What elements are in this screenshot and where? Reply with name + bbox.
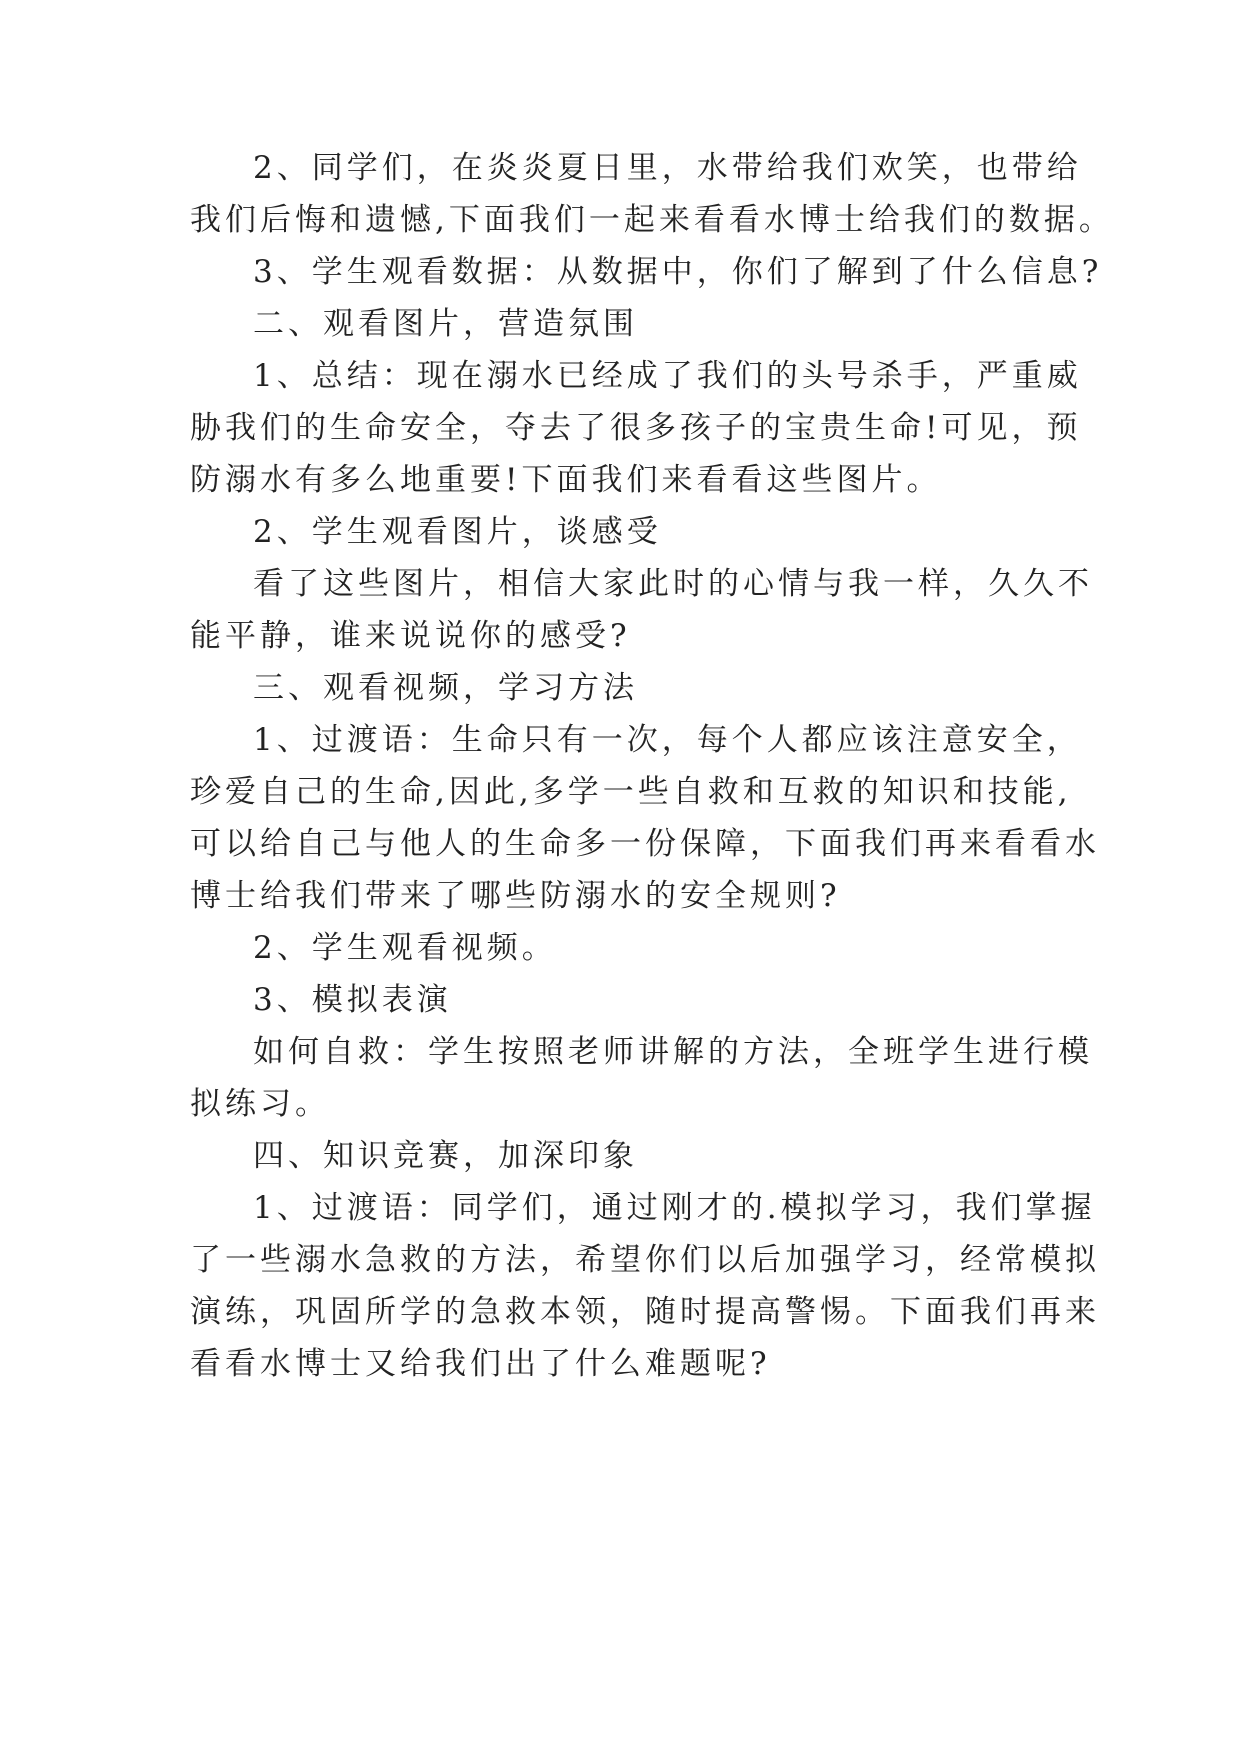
paragraph-line: 博士给我们带来了哪些防溺水的安全规则? [190, 878, 841, 914]
paragraph-line: 珍爱自己的生命,因此,多学一些自救和互救的知识和技能, [190, 774, 1072, 810]
section-heading: 二、观看图片，营造氛围 [253, 306, 638, 342]
paragraph-line: 能平静，谁来说说你的感受? [190, 618, 631, 654]
paragraph-line: 拟练习。 [190, 1086, 330, 1122]
paragraph-line: 2、学生观看视频。 [253, 930, 557, 966]
paragraph-line: 看了这些图片，相信大家此时的心情与我一样，久久不 [253, 566, 1093, 602]
paragraph-line: 1、过渡语：生命只有一次，每个人都应该注意安全， [253, 722, 1082, 758]
paragraph-line: 了一些溺水急救的方法，希望你们以后加强学习，经常模拟 [190, 1242, 1100, 1278]
paragraph-line: 可以给自己与他人的生命多一份保障，下面我们再来看看水 [190, 826, 1100, 862]
paragraph-line: 看看水博士又给我们出了什么难题呢? [190, 1346, 771, 1382]
paragraph-line: 3、模拟表演 [253, 982, 452, 1018]
paragraph-line: 3、学生观看数据：从数据中，你们了解到了什么信息? [253, 254, 1103, 290]
paragraph-line: 2、学生观看图片，谈感受 [253, 514, 662, 550]
paragraph-line: 防溺水有多么地重要!下面我们来看看这些图片。 [190, 462, 942, 498]
paragraph-line: 1、过渡语：同学们，通过刚才的.模拟学习，我们掌握 [253, 1190, 1096, 1226]
paragraph-line: 2、同学们，在炎炎夏日里，水带给我们欢笑，也带给 [253, 150, 1082, 186]
paragraph-line: 演练，巩固所学的急救本领，随时提高警惕。下面我们再来 [190, 1294, 1100, 1330]
section-heading: 四、知识竞赛，加深印象 [253, 1138, 638, 1174]
paragraph-line: 我们后悔和遗憾,下面我们一起来看看水博士给我们的数据。 [190, 202, 1114, 238]
paragraph-line: 胁我们的生命安全，夺去了很多孩子的宝贵生命!可见，预 [190, 410, 1082, 446]
section-heading: 三、观看视频，学习方法 [253, 670, 638, 706]
paragraph-line: 1、总结：现在溺水已经成了我们的头号杀手，严重威 [253, 358, 1082, 394]
paragraph-line: 如何自救：学生按照老师讲解的方法，全班学生进行模 [253, 1034, 1093, 1070]
